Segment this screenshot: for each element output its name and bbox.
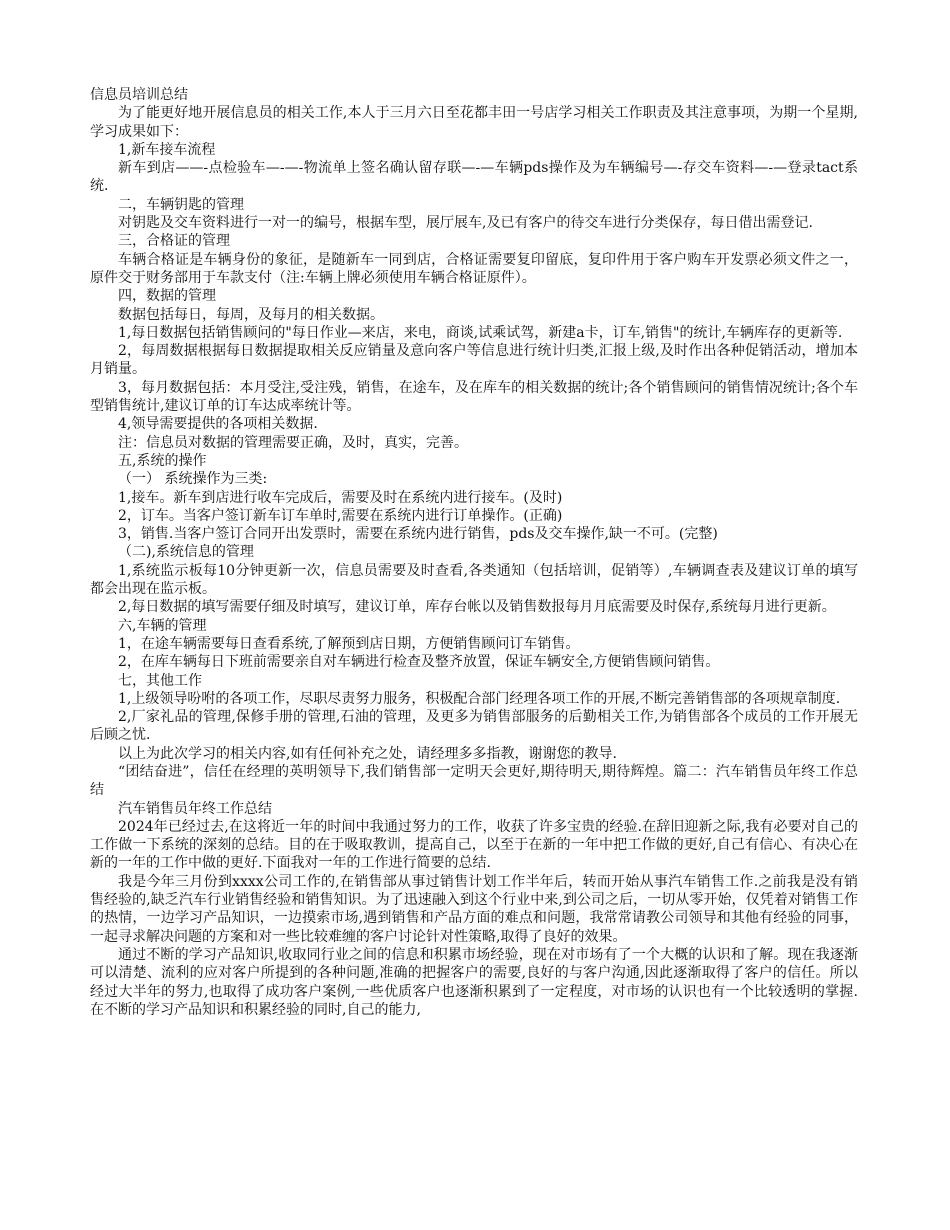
paragraph: 注：信息员对数据的管理需要正确，及时，真实，完善。 xyxy=(118,434,468,451)
paragraph: 车辆合格证是车辆身份的象征，是随新车一同到店，合格证需要复印留底，复印件用于客户购车开发票必须文件之一，原件交于财务部用于车款支付（注:车辆上牌必须使用车辆合格证原件）。 xyxy=(90,251,858,286)
paragraph: （一） 系统操作为三类: xyxy=(118,471,268,488)
paragraph-list xyxy=(90,104,858,1019)
paragraph: 1,上级领导吩咐的各项工作，尽职尽责努力服务，积极配合部门经理各项工作的开展,不断完善销售部的各项规章制度. xyxy=(118,690,841,707)
paragraph: 对钥匙及交车资料进行一对一的编号，根据车型，展厅展车,及已有客户的待交车进行分类保存，每日借出需登记. xyxy=(118,215,813,232)
paragraph: 2,厂家礼品的管理,保修手册的管理,石油的管理，及更多为销售部服务的后勤相关工作,为销售部各个成员的工作开展无后顾之忧. xyxy=(90,709,858,744)
paragraph: 汽车销售员年终工作总结 xyxy=(118,800,272,817)
paragraph: 2，在库车辆每日下班前需要亲自对车辆进行检查及整齐放置，保证车辆安全,方便销售顾问销售。 xyxy=(118,654,720,671)
paragraph: 以上为此次学习的相关内容,如有任何补充之处，请经理多多指教，谢谢您的教导. xyxy=(118,745,617,762)
paragraph: 3，销售.当客户签订合同开出发票时，需要在系统内进行销售，pds及交车操作,缺一不可。(完整) xyxy=(118,526,718,543)
paragraph: 七，其他工作 xyxy=(118,672,202,689)
document-body xyxy=(90,86,858,1019)
paragraph: 1,系统监示板每10分钟更新一次，信息员需要及时查看,各类通知（包括培训，促销等）,车辆调查表及建议订单的填写都会出现在监示板。 xyxy=(90,562,858,598)
paragraph: 2,每日数据的填写需要仔细及时填写，建议订单，库存台帐以及销售数报每月月底需要及时保存,系统每月进行更新。 xyxy=(118,599,836,616)
paragraph: 四，数据的管理 xyxy=(118,288,216,305)
paragraph: “团结奋进”，信任在经理的英明领导下,我们销售部一定明天会更好,期待明天,期待辉煌。篇二：汽车销售员年终工作总结 xyxy=(90,763,858,799)
paragraph: 1,接车。新车到店进行收车完成后，需要及时在系统内进行接车。(及时) xyxy=(118,489,563,506)
paragraph: （二),系统信息的管理 xyxy=(118,544,254,561)
paragraph: 3，每月数据包括：本月受注,受注残，销售，在途车，及在库车的相关数据的统计;各个销售顾问的销售情况统计;各个车型销售统计,建议订单的订车达成率统计等。 xyxy=(90,379,858,415)
paragraph: 新车到店——-点检验车—-—-物流单上签名确认留存联—-—车辆pds操作及为车辆编号—-存交车资料—-—登录tact系统. xyxy=(90,160,858,195)
paragraph: 1,每日数据包括销售顾问的"每日作业—来店，来电，商谈,试乘试驾，新建a卡，订车,销售"的统计,车辆库存的更新等. xyxy=(118,324,843,341)
paragraph: 为了能更好地开展信息员的相关工作,本人于三月六日至花都丰田一号店学习相关工作职责及其注意事项，为期一个星期,学习成果如下： xyxy=(90,105,858,140)
document-title: 信息员培训总结 xyxy=(90,87,188,103)
paragraph: 2，订车。当客户签订新车订车单时,需要在系统内进行订单操作。(正确) xyxy=(118,507,563,524)
paragraph: 六,车辆的管理 xyxy=(118,617,207,634)
paragraph: 三，合格证的管理 xyxy=(118,233,230,250)
paragraph: 1，在途车辆需要每日查看系统,了解预到店日期，方便销售顾问订车销售。 xyxy=(118,635,580,652)
paragraph: 1,新车接车流程 xyxy=(118,141,216,158)
paragraph: 我是今年三月份到xxxx公司工作的,在销售部从事过销售计划工作半年后，转而开始从事汽车销售工作.之前我是没有销售经验的,缺乏汽车行业销售经验和销售知识。为了迅速融入到这个行业中来,到公司之后，一切从零开始，仅凭着对销售工作的热情，一边学习产品知识，一边摸索市场,遇到销售和产品方面的难点和问题，我常常请教公司领导和其他有经验的同事，一起寻求解决问题的方案和对一些比较难缠的客户讨论针对性策略,取得了良好的效果。 xyxy=(90,873,858,945)
paragraph: 2，每周数据根据每日数据提取相关反应销量及意向客户等信息进行统计归类,汇报上级,及时作出各种促销活动，增加本月销量。 xyxy=(90,343,858,378)
paragraph: 五,系统的操作 xyxy=(118,452,207,469)
paragraph: 2024年已经过去,在这将近一年的时间中我通过努力的工作，收获了许多宝贵的经验.在辞旧迎新之际,我有必要对自己的工作做一下系统的深刻的总结。目的在于吸取教训，提高自己，以至于在新的一年中把工作做的更好,自己有信心、有决心在新的一年的工作中做的更好.下面我对一年的工作进行简要的总结. xyxy=(90,818,858,872)
paragraph: 数据包括每日，每周，及每月的相关数据。 xyxy=(118,306,384,323)
paragraph: 二，车辆钥匙的管理 xyxy=(118,196,244,213)
paragraph: 4,领导需要提供的各项相关数据. xyxy=(118,416,318,433)
paragraph: 通过不断的学习产品知识,收取同行业之间的信息和积累市场经验，现在对市场有了一个大概的认识和了解。现在我逐渐可以清楚、流利的应对客户所提到的各种问题,准确的把握客户的需要,良好的与客户沟通,因此逐渐取得了客户的信任。所以经过大半年的努力,也取得了成功客户案例,一些优质客户也逐渐积累到了一定程度，对市场的认识也有一个比较透明的掌握.在不断的学习产品知识和积累经验的同时,自己的能力, xyxy=(90,946,858,1018)
